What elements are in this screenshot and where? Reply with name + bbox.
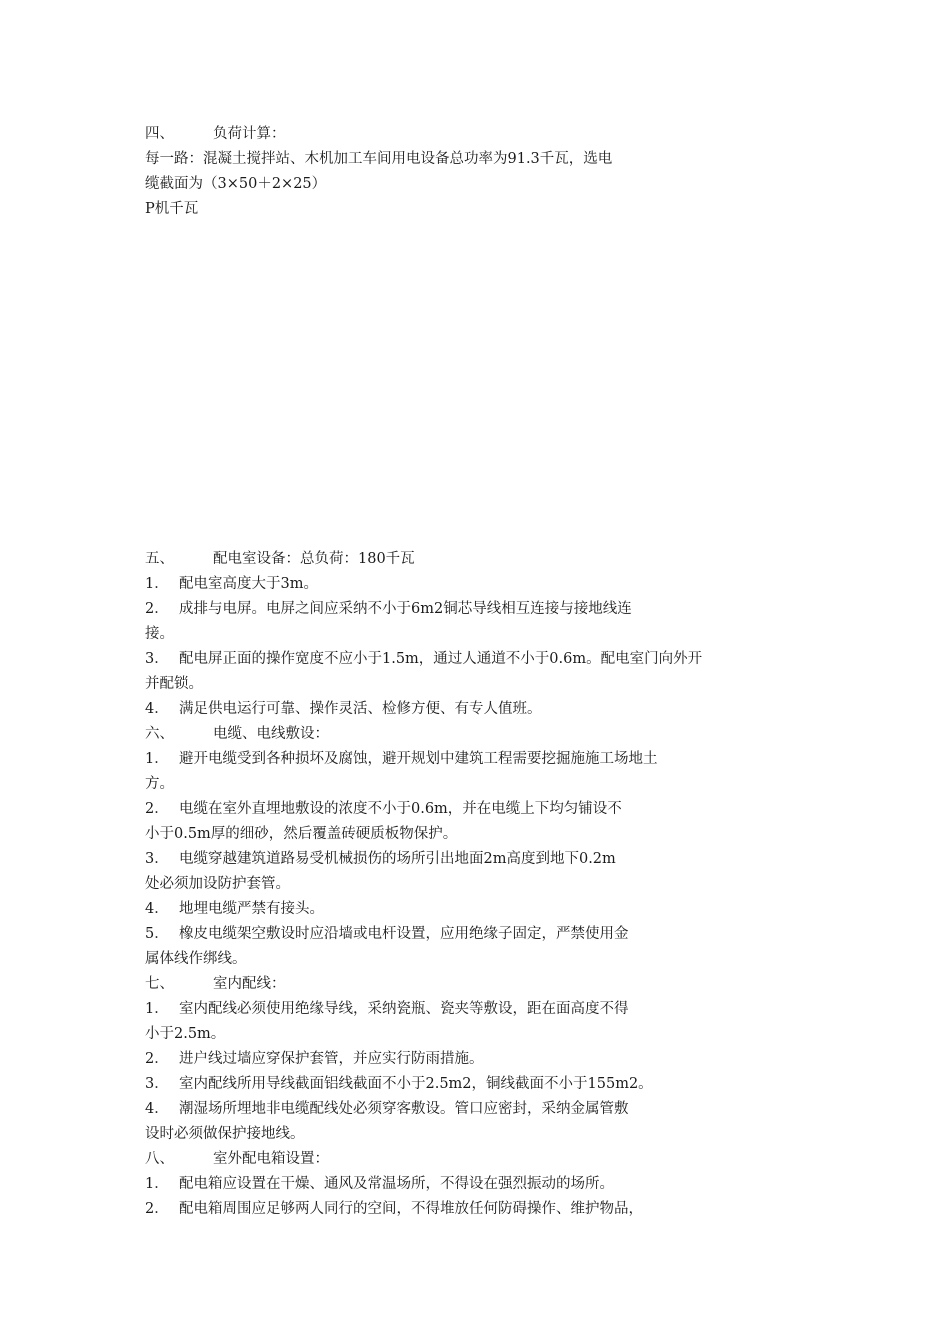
list-item-continuation: 接。 xyxy=(145,626,174,642)
heading-text: 室内配线： xyxy=(213,976,286,992)
list-item-continuation: 设时必须做保护接地线。 xyxy=(145,1126,305,1142)
heading-number: 七、 xyxy=(145,976,174,992)
paragraph-line: 每一路：混凝土搅拌站、木机加工车间用电设备总功率为91.3千瓦，选电 xyxy=(145,151,613,167)
heading-text: 负荷计算： xyxy=(213,126,286,142)
section-heading xyxy=(145,722,805,747)
list-item: 2． 配电箱周围应足够两人同行的空间，不得堆放任何防碍操作、维护物品， xyxy=(145,1201,643,1217)
list-item: 4． 地埋电缆严禁有接头。 xyxy=(145,901,324,917)
section-power-room xyxy=(145,547,805,1222)
list-item-continuation: 处必须加设防护套管。 xyxy=(145,876,290,892)
list-item: 1． 避开电缆受到各种损坏及腐蚀，避开规划中建筑工程需要挖掘施施工场地土 xyxy=(145,751,658,767)
heading-number: 四、 xyxy=(145,126,174,142)
list-item-continuation: 小于0.5m厚的细砂，然后覆盖砖硬质板物保护。 xyxy=(145,826,458,842)
list-item: 3． 电缆穿越建筑道路易受机械损伤的场所引出地面2m高度到地下0.2m xyxy=(145,851,616,867)
heading-text: 配电室设备：总负荷：180千瓦 xyxy=(213,551,415,567)
list-item-continuation: 属体线作绑线。 xyxy=(145,951,247,967)
list-item: 2． 电缆在室外直埋地敷设的浓度不小于0.6m，并在电缆上下均匀铺设不 xyxy=(145,801,622,817)
section-load-calculation xyxy=(145,122,805,222)
section-heading xyxy=(145,122,805,147)
list-item: 2． 成排与电屏。电屏之间应采纳不小于6m2铜芯导线相互连接与接地线连 xyxy=(145,601,632,617)
section-heading xyxy=(145,972,805,997)
heading-number: 五、 xyxy=(145,551,174,567)
list-item: 1． 室内配线必须使用绝缘导线，采纳瓷瓶、瓷夹等敷设，距在面高度不得 xyxy=(145,1001,629,1017)
list-item: 4． 潮湿场所埋地非电缆配线处必须穿客敷设。管口应密封，采纳金属管敷 xyxy=(145,1101,629,1117)
list-item-continuation: 小于2.5m。 xyxy=(145,1026,226,1042)
heading-text: 电缆、电线敷设： xyxy=(213,726,329,742)
list-item: 1． 配电箱应设置在干燥、通风及常温场所，不得设在强烈振动的场所。 xyxy=(145,1176,614,1192)
list-item: 3． 配电屏正面的操作宽度不应小于1.5m，通过人通道不小于0.6m。配电室门向外开 xyxy=(145,651,703,667)
paragraph-line: P机千瓦 xyxy=(145,201,199,217)
heading-text: 室外配电箱设置： xyxy=(213,1151,329,1167)
heading-number: 六、 xyxy=(145,726,174,742)
section-heading xyxy=(145,547,805,572)
list-item: 2． 进户线过墙应穿保护套管，并应实行防雨措施。 xyxy=(145,1051,484,1067)
list-item: 5． 橡皮电缆架空敷设时应沿墙或电杆设置，应用绝缘子固定，严禁使用金 xyxy=(145,926,629,942)
list-item-continuation: 并配锁。 xyxy=(145,676,203,692)
list-item: 4． 满足供电运行可靠、操作灵活、检修方便、有专人值班。 xyxy=(145,701,542,717)
list-item: 1． 配电室高度大于3m。 xyxy=(145,576,318,592)
heading-number: 八、 xyxy=(145,1151,174,1167)
list-item: 3． 室内配线所用导线截面铝线截面不小于2.5m2，铜线截面不小于155m2。 xyxy=(145,1076,653,1092)
paragraph-line: 缆截面为（3×50＋2×25） xyxy=(145,176,327,192)
section-heading xyxy=(145,1147,805,1172)
list-item-continuation: 方。 xyxy=(145,776,174,792)
